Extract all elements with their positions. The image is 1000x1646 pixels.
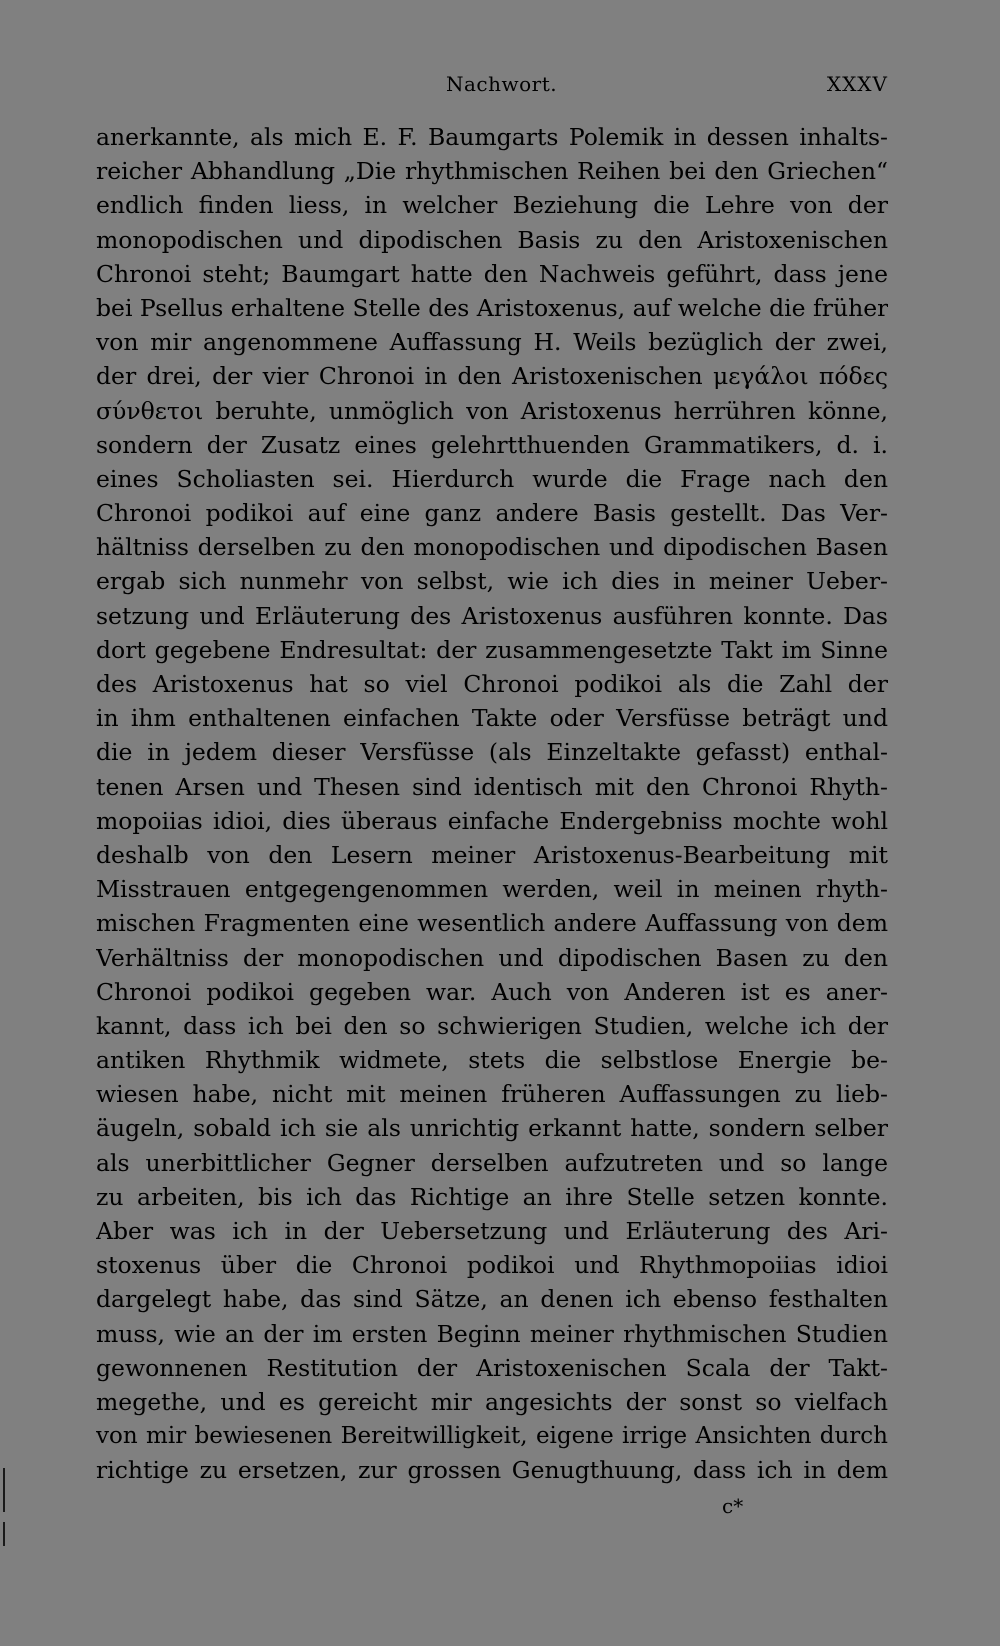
text-line: des Aristoxenus hat so viel Chronoi podikoi als die Zahl der — [96, 670, 888, 698]
text-line: die in jedem dieser Versfüsse (als Einzeltakte gefasst) enthal- — [96, 738, 888, 767]
text-line: in ihm enthaltenen einfachen Takte oder Versfüsse beträgt und — [96, 704, 888, 733]
page-header — [96, 72, 888, 102]
text-line: mischen Fragmenten eine wesentlich andere Auffassung von dem — [96, 909, 888, 938]
text-line: zu arbeiten, bis ich das Richtige an ihre Stelle setzen konnte. — [96, 1182, 888, 1211]
text-line: endlich finden liess, in welcher Beziehung die Lehre von der — [96, 191, 888, 220]
text-line: Verhältniss der monopodischen und dipodischen Basen zu den — [96, 943, 888, 972]
text-line: Chronoi steht; Baumgart hatte den Nachweis geführt, dass jene — [96, 259, 888, 288]
text-line: Chronoi podikoi auf eine ganz andere Basis gestellt. Das Ver- — [96, 499, 888, 528]
text-line: von mir bewiesenen Bereitwilligkeit, eigene irrige Ansichten durch — [96, 1423, 888, 1450]
text-line: hältniss derselben zu den monopodischen und dipodischen Basen — [96, 533, 888, 562]
text-line: ergab sich nunmehr von selbst, wie ich dies in meiner Ueber- — [96, 567, 888, 596]
text-line: dort gegebene Endresultat: der zusammengesetzte Takt im Sinne — [96, 635, 888, 664]
running-title: Nachwort. — [446, 72, 558, 96]
text-line: von mir angenommene Auffassung H. Weils bezüglich der zwei, — [96, 328, 888, 357]
text-line: wiesen habe, nicht mit meinen früheren Auffassungen zu lieb- — [96, 1080, 888, 1109]
text-line: Chronoi podikoi gegeben war. Auch von Anderen ist es aner- — [96, 977, 888, 1006]
text-line: muss, wie an der im ersten Beginn meiner rhythmischen Studien — [96, 1319, 888, 1348]
text-line: monopodischen und dipodischen Basis zu den Aristoxenischen — [96, 225, 888, 254]
text-line: σύνθετοι beruhte, unmöglich von Aristoxenus herrühren könne, — [96, 396, 888, 425]
text-line: deshalb von den Lesern meiner Aristoxenus-Bearbeitung mit — [96, 840, 888, 869]
text-line: äugeln, sobald ich sie als unrichtig erkannt hatte, sondern selber — [96, 1114, 888, 1143]
text-line: eines Scholiasten sei. Hierdurch wurde die Frage nach den — [96, 464, 888, 493]
text-line: der drei, der vier Chronoi in den Aristoxenischen μεγάλοι πόδες — [96, 362, 888, 391]
text-line: Aber was ich in der Uebersetzung und Erläuterung des Ari- — [96, 1217, 888, 1245]
text-line: dargelegt habe, das sind Sätze, an denen ich ebenso festhalten — [96, 1285, 888, 1314]
text-line: reicher Abhandlung „Die rhythmischen Reihen bei den Griechen“ — [96, 157, 888, 186]
text-line: gewonnenen Restitution der Aristoxenischen Scala der Takt- — [96, 1353, 888, 1382]
margin-rule — [3, 1522, 5, 1546]
text-line: anerkannte, als mich E. F. Baumgarts Polemik in dessen inhalts- — [96, 123, 888, 151]
page-number: XXXV — [826, 72, 888, 96]
text-line: als unerbittlicher Gegner derselben aufzutreten und so lange — [96, 1148, 888, 1177]
text-line: Misstrauen entgegengenommen werden, weil in meinen rhyth- — [96, 875, 888, 904]
text-line: setzung und Erläuterung des Aristoxenus ausführen konnte. Das — [96, 601, 888, 630]
text-line: stoxenus über die Chronoi podikoi und Rhythmopoiias idioi — [96, 1251, 888, 1280]
text-line: megethe, und es gereicht mir angesichts der sonst so vielfach — [96, 1387, 888, 1416]
text-line: mopoiias idioi, dies überaus einfache Endergebniss mochte wohl — [96, 806, 888, 835]
text-line: richtige zu ersetzen, zur grossen Genugthuung, dass ich in dem — [96, 1456, 888, 1485]
margin-rule — [3, 1468, 5, 1512]
text-line: tenen Arsen und Thesen sind identisch mit den Chronoi Rhyth- — [96, 772, 888, 801]
text-line: bei Psellus erhaltene Stelle des Aristoxenus, auf welche die früher — [96, 293, 888, 322]
text-line: antiken Rhythmik widmete, stets die selbstlose Energie be- — [96, 1046, 888, 1075]
text-line: kannt, dass ich bei den so schwierigen Studien, welche ich der — [96, 1011, 888, 1040]
body-text — [96, 120, 888, 1488]
signature-mark: c* — [722, 1494, 744, 1518]
text-line: sondern der Zusatz eines gelehrtthuenden Grammatikers, d. i. — [96, 430, 888, 459]
